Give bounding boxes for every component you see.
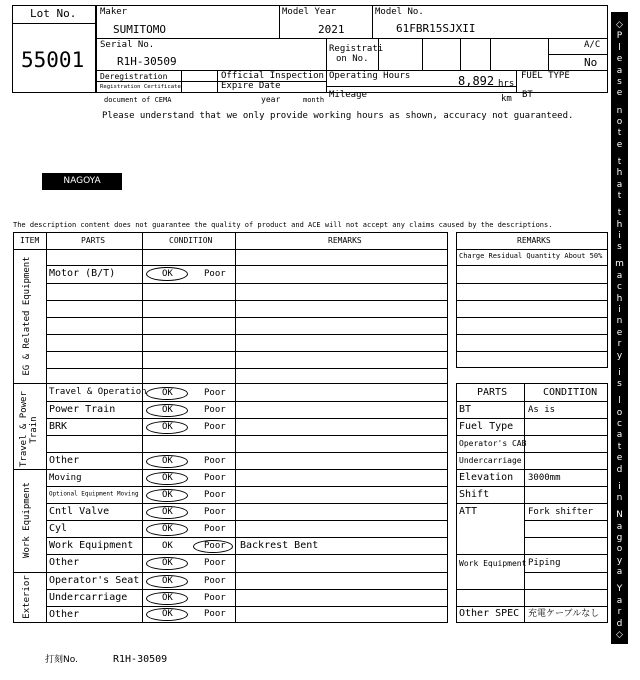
elevation-label: Elevation <box>459 472 514 483</box>
charge-residual-note: Charge Residual Quantity About 50% <box>459 252 603 260</box>
registration-label: Registrati <box>329 44 384 54</box>
elevation-value: 3000mm <box>528 473 561 483</box>
banner-char: Y <box>616 584 623 595</box>
cond-poor: Poor <box>204 541 226 551</box>
group-eg-label: EG & Related Equipment <box>22 256 32 376</box>
cond-ok: OK <box>162 473 173 483</box>
fuel-type-label: FUEL TYPE <box>521 71 570 81</box>
cond-ok: OK <box>162 558 173 568</box>
right-remarks-header: REMARKS <box>517 236 551 245</box>
remarks-header: REMARKS <box>328 236 362 245</box>
row-cyl: Cyl <box>49 523 68 534</box>
cond-poor: Poor <box>204 405 226 415</box>
condition-header: CONDITION <box>169 236 213 245</box>
operating-hours-value: 8,892 <box>458 74 495 88</box>
right-condition-header: CONDITION <box>543 387 598 398</box>
cond-poor: Poor <box>204 507 226 517</box>
banner-char: e <box>616 327 623 338</box>
inspection-label-2: Expire Date <box>221 81 281 91</box>
cond-ok: OK <box>162 593 173 603</box>
banner-char: h <box>616 168 623 179</box>
cond-ok: OK <box>162 507 173 517</box>
parts-header: PARTS <box>81 236 106 245</box>
year-label: year <box>261 95 281 104</box>
cond-poor: Poor <box>204 490 226 500</box>
right-parts-header: PARTS <box>477 387 508 398</box>
fuel-type-value: BT <box>522 90 533 100</box>
banner-char: n <box>616 105 623 116</box>
cond-poor: Poor <box>204 456 226 466</box>
banner-char: ◇ <box>616 20 623 30</box>
maker-value: SUMITOMO <box>113 23 166 36</box>
undercarriage-right-label: Undercarriage <box>459 456 522 465</box>
location-badge: NAGOYA <box>42 173 122 190</box>
mileage-label: Mileage <box>329 90 367 100</box>
ac-label: A/C <box>584 40 601 50</box>
group-exterior-label: Exterior <box>22 575 32 619</box>
accuracy-notice: Please understand that we only provide working hours as shown, accuracy not guaranteed. <box>102 111 574 121</box>
banner-char: e <box>616 54 623 65</box>
banner-char: a <box>616 430 623 441</box>
cond-ok: OK <box>162 405 173 415</box>
banner-char: r <box>617 339 622 350</box>
other-spec-value: 充電ケーブルなし <box>528 609 600 619</box>
banner-char: l <box>618 42 621 53</box>
item-header: ITEM <box>20 236 40 245</box>
att-label: ATT <box>459 506 478 517</box>
banner-char: i <box>618 230 621 241</box>
banner-char: P <box>616 31 623 42</box>
banner-char: t <box>617 441 622 452</box>
disclaimer: The description content does not guarantee the quality of product and ACE will not accept any claims caused by the descriptions. <box>13 221 553 229</box>
serial-label: Serial No. <box>100 40 155 50</box>
maker-label: Maker <box>100 7 128 17</box>
banner-char: a <box>616 65 623 76</box>
cond-poor: Poor <box>204 388 226 398</box>
banner-char: s <box>617 77 622 87</box>
banner-char: s <box>617 379 622 390</box>
row-other-work: Other <box>49 557 80 568</box>
banner-char: N <box>616 510 623 521</box>
cond-poor: Poor <box>204 558 226 568</box>
banner-char: i <box>618 367 621 378</box>
row-moving: Moving <box>49 473 82 483</box>
banner-char: h <box>616 293 623 304</box>
hrs-unit: hrs <box>498 79 515 89</box>
banner-char: g <box>616 533 623 543</box>
banner-char: a <box>616 567 623 578</box>
banner-char: e <box>616 88 623 99</box>
side-notice-banner <box>611 12 628 644</box>
banner-char: t <box>617 191 622 201</box>
cond-poor: Poor <box>204 524 226 534</box>
banner-char: a <box>616 270 623 281</box>
group-travel-label: Travel & Power Train <box>19 391 39 467</box>
cond-poor: Poor <box>204 576 226 586</box>
banner-char: a <box>616 179 623 190</box>
banner-char: y <box>616 350 623 361</box>
banner-char: s <box>617 242 622 253</box>
cond-poor: Poor <box>204 593 226 603</box>
cond-ok: OK <box>162 388 173 398</box>
remark-backrest: Backrest Bent <box>240 540 319 551</box>
lot-label: Lot No. <box>30 7 77 20</box>
work-equipment-right-label: Work Equipment <box>459 559 527 568</box>
banner-char: o <box>616 407 623 418</box>
model-no-value: 61FBR15SJXII <box>396 22 476 35</box>
banner-char: d <box>616 618 623 629</box>
banner-char: e <box>616 453 623 464</box>
row-motor: Motor (B/T) <box>49 268 116 279</box>
row-other-travel: Other <box>49 455 80 466</box>
registration-certificate-label: Registration Certificate <box>100 83 181 90</box>
banner-char: n <box>616 316 623 327</box>
cond-ok: OK <box>162 456 173 466</box>
cond-ok: OK <box>162 269 173 279</box>
other-spec-label: Other SPEC <box>459 608 520 619</box>
cond-poor: Poor <box>204 269 226 279</box>
banner-char: t <box>617 156 622 167</box>
row-operators-seat: Operator's Seat <box>49 575 140 586</box>
model-year-value: 2021 <box>318 23 345 36</box>
banner-char: a <box>616 595 623 606</box>
cond-ok: OK <box>162 576 173 586</box>
inspection-label: Official Inspection <box>221 71 324 81</box>
km-unit: km <box>501 94 512 104</box>
banner-char: c <box>617 419 622 429</box>
cond-ok: OK <box>162 609 173 619</box>
shift-label: Shift <box>459 489 490 500</box>
month-label: month <box>303 96 325 104</box>
bt-label: BT <box>459 404 472 415</box>
banner-char: n <box>616 493 623 504</box>
cond-poor: Poor <box>204 609 226 619</box>
banner-char: h <box>616 219 623 230</box>
work-equipment-right-value: Piping <box>528 558 561 568</box>
banner-char: y <box>616 555 623 566</box>
registration-label-2: on No. <box>336 54 369 64</box>
bt-value: As is <box>528 405 556 415</box>
cond-poor: Poor <box>204 473 226 483</box>
banner-char: t <box>617 128 622 139</box>
cema-label: document of CEMA <box>104 96 172 104</box>
operators-cab-label: Operator's CAB <box>459 439 527 448</box>
cond-ok: OK <box>162 541 173 551</box>
banner-char: a <box>616 521 623 532</box>
operating-hours-label: Operating Hours <box>329 71 411 81</box>
banner-char: t <box>617 208 622 219</box>
banner-char: ◇ <box>616 629 623 640</box>
serial-value: R1H-30509 <box>117 55 177 68</box>
banner-char: d <box>616 464 623 475</box>
row-other-exterior: Other <box>49 609 80 620</box>
lot-number: 55001 <box>21 48 85 72</box>
row-power-train: Power Train <box>49 404 116 415</box>
att-value: Fork shifter <box>528 507 594 517</box>
banner-char: o <box>616 116 623 127</box>
row-work-equipment: Work Equipment <box>49 540 134 551</box>
stamp-label: 打刻No. <box>45 655 78 665</box>
row-travel-operation: Travel & Operation <box>49 387 147 397</box>
cond-ok: OK <box>162 524 173 534</box>
banner-char: m <box>615 259 624 270</box>
row-optional-equipment: Optional Equipment Moving <box>49 490 139 497</box>
row-undercarriage: Undercarriage <box>49 592 128 603</box>
ac-value: No <box>584 56 598 69</box>
cond-ok: OK <box>162 490 173 500</box>
group-work-label: Work Equipment <box>22 482 32 558</box>
model-no-label: Model No. <box>375 7 424 17</box>
cond-ok: OK <box>162 422 173 432</box>
cond-poor: Poor <box>204 422 226 432</box>
banner-char: c <box>617 282 622 293</box>
fuel-type-row-label: Fuel Type <box>459 421 514 432</box>
banner-char: i <box>618 305 621 315</box>
stamp-value: R1H-30509 <box>113 654 168 665</box>
banner-char: i <box>618 481 621 492</box>
banner-char: r <box>617 607 622 618</box>
deregistration-label: Deregistration <box>100 72 168 81</box>
row-brk: BRK <box>49 421 68 432</box>
banner-char: l <box>618 396 621 407</box>
model-year-label: Model Year <box>282 7 337 17</box>
banner-char: e <box>616 139 623 150</box>
row-cntl-valve: Cntl Valve <box>49 506 110 517</box>
banner-char: o <box>616 544 623 555</box>
